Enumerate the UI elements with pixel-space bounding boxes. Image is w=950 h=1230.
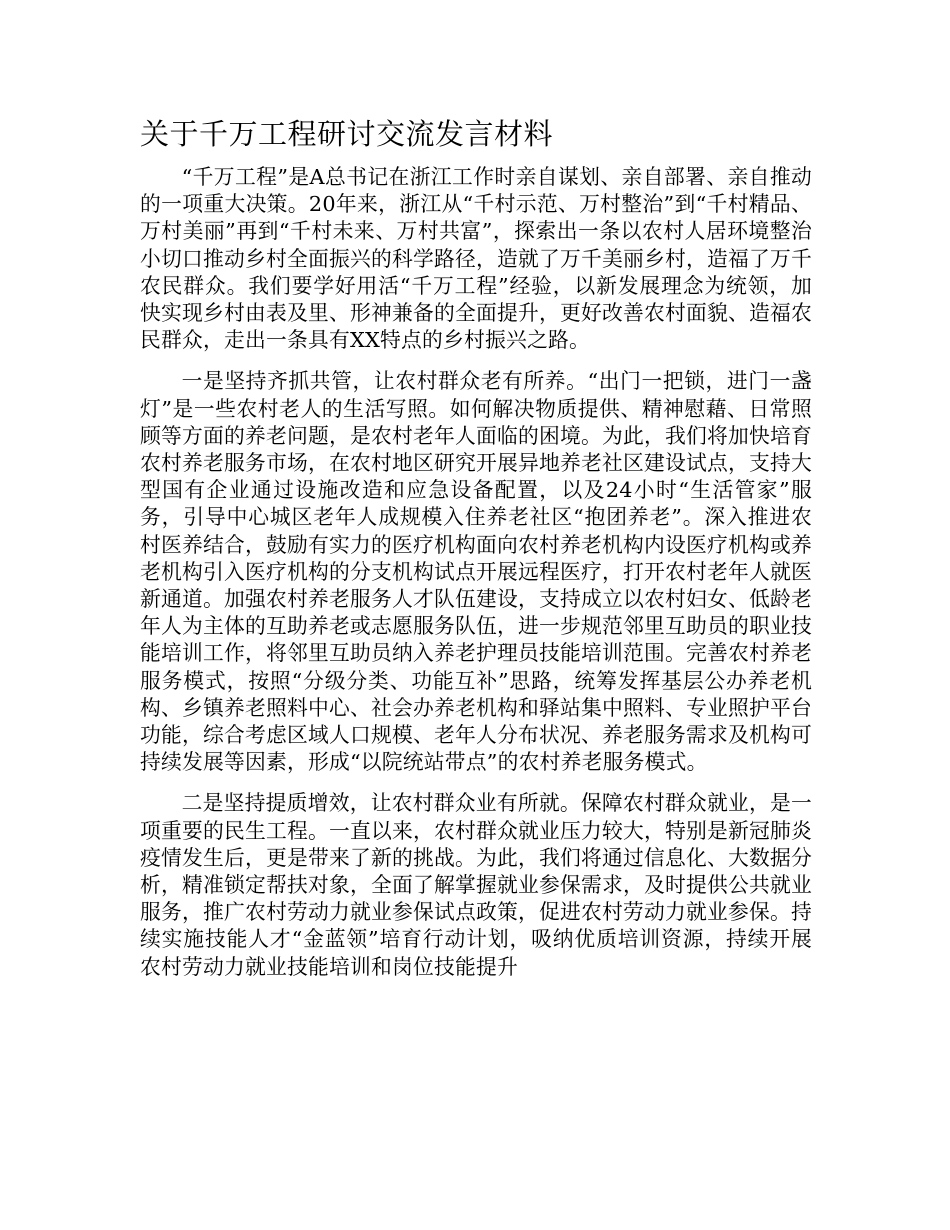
paragraph-employment: 二是坚持提质增效，让农村群众业有所就。保障农村群众就业，是一项重要的民生工程。一直以来，农村群众就业压力较大，特别是新冠肺炎疫情发生后，更是带来了新的挑战。为此，我们将通过信息化、大数据分析，精准锁定帮扶对象，全面了解掌握就业参保需求，及时提供公共就业服务，推广农村劳动力就业参保试点政策，促进农村劳动力就业参保。持续实施技能人才“金蓝领”培育行动计划，吸纳优质培训资源，持续开展农村劳动力就业技能培训和岗位技能提升 — [140, 791, 812, 979]
document-body — [140, 112, 812, 995]
paragraph-elderly-care: 一是坚持齐抓共管，让农村群众老有所养。“出门一把锁，进门一盏灯”是一些农村老人的生活写照。如何解决物质提供、精神慰藉、日常照顾等方面的养老问题，是农村老年人面临的困境。为此，我们将加快培育农村养老服务市场，在农村地区研究开展异地养老社区建设试点，支持大型国有企业通过设施改造和应急设备配置，以及24小时“生活管家”服务，引导中心城区老年人成规模入住养老社区“抱团养老”。深入推进农村医养结合，鼓励有实力的医疗机构面向农村养老机构内设医疗机构或养老机构引入医疗机构的分支机构试点开展远程医疗，打开农村老年人就医新通道。加强农村养老服务人才队伍建设，支持成立以农村妇女、低龄老年人为主体的互助养老或志愿服务队伍，进一步规范邻里互助员的职业技能培训工作，将邻里互助员纳入养老护理员技能培训范围。完善农村养老服务模式，按照“分级分类、功能互补”思路，统筹发挥基层公办养老机构、乡镇养老照料中心、社会办养老机构和驿站集中照料、专业照护平台功能，综合考虑区域人口规模、老年人分布状况、养老服务需求及机构可持续发展等因素，形成“以院统站带点”的农村养老服务模式。 — [140, 369, 812, 775]
paragraph-intro: “千万工程”是A总书记在浙江工作时亲自谋划、亲自部署、亲自推动的一项重大决策。20年来，浙江从“千村示范、万村整治”到“千村精品、万村美丽”再到“千村未来、万村共富”，探索出一条以农村人居环境整治小切口推动乡村全面振兴的科学路径，造就了万千美丽乡村，造福了万千农民群众。我们要学好用活“千万工程”经验，以新发展理念为统领，加快实现乡村由表及里、形神兼备的全面提升，更好改善农村面貌、造福农民群众，走出一条具有XX特点的乡村振兴之路。 — [140, 165, 812, 353]
document-title: 关于千万工程研讨交流发言材料 — [140, 117, 554, 151]
